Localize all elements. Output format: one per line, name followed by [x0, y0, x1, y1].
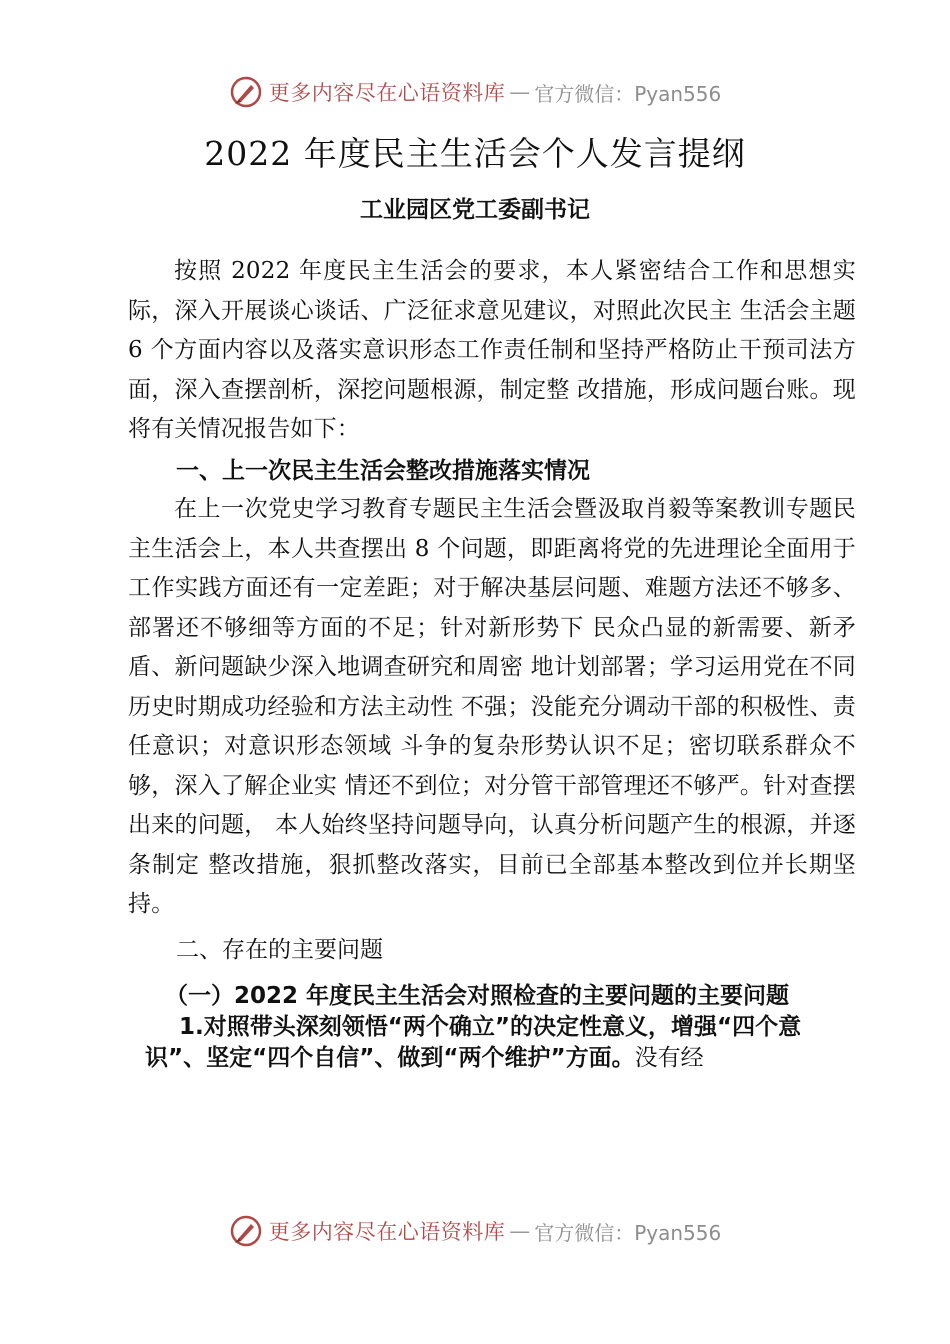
brush-logo-icon	[229, 1214, 263, 1248]
document-title: 2022 年度民主生活会个人发言提纲	[204, 134, 746, 173]
section1-heading: 一、上一次民主生活会整改措施落实情况	[176, 458, 590, 484]
watermark-banner-top	[0, 72, 950, 112]
intro-paragraph: 按照 2022 年度民主生活会的要求，本人紧密结合工作和思想实际，深入开展谈心谈话、广泛征求意见建议，对照此次民主 生活会主题 6 个方面内容以及落实意识形态工作责任制和坚持严格防止干预司法方面，深入查摆剖析，深挖问题根源，制定整 改措施，形成问题台账。现将有关情况报告如下：	[128, 258, 856, 442]
item1-bold-text: 1.对照带头深刻领悟“两个确立”的决定性意义，增强“四个意识”、坚定“四个自信”、做到“两个维护”方面。	[145, 1014, 802, 1071]
section1-paragraph: 在上一次党史学习教育专题民主生活会暨汲取肖毅等案教训专题民主生活会上，本人共查摆出 8 个问题，即距离将党的先进理论全面用于工作实践方面还有一定差距；对于解决基层问题、难题方法还不够多、部署还不够细等方面的不足；针对新形势下 民众凸显的新需要、新矛盾、新问题缺少深入地调查研究和周密 地计划部署；学习运用党在不同历史时期成功经验和方法主动性 不强；没能充分调动干部的积极性、责任意识；对意识形态领域 斗争的复杂形势认识不足；密切联系群众不够，深入了解企业实 情还不到位；对分管干部管理还不够严。针对查摆出来的问题， 本人始终坚持问题导向，认真分析问题产生的根源，并逐条制定 整改措施，狠抓整改落实，目前已全部基本整改到位并长期坚持。	[128, 496, 856, 917]
banner-text: 更多内容尽在心语资料库	[268, 1220, 506, 1244]
document-subtitle: 工业园区党工委副书记	[360, 197, 590, 223]
section2-heading: 二、存在的主要问题	[176, 937, 383, 963]
banner-separator: —	[509, 80, 531, 104]
banner-wechat: 官方微信：Pyan556	[534, 81, 722, 106]
subsection1-heading: （一）2022 年度民主生活会对照检查的主要问题的主要问题	[165, 983, 790, 1009]
brush-logo-icon	[229, 75, 263, 109]
banner-separator: —	[509, 1219, 531, 1243]
banner-text: 更多内容尽在心语资料库	[268, 81, 506, 105]
banner-wechat: 官方微信：Pyan556	[534, 1220, 722, 1245]
watermark-banner-bottom	[0, 1211, 950, 1251]
item1-paragraph	[145, 1012, 835, 1074]
item1-rest-text: 没有经	[634, 1045, 704, 1071]
